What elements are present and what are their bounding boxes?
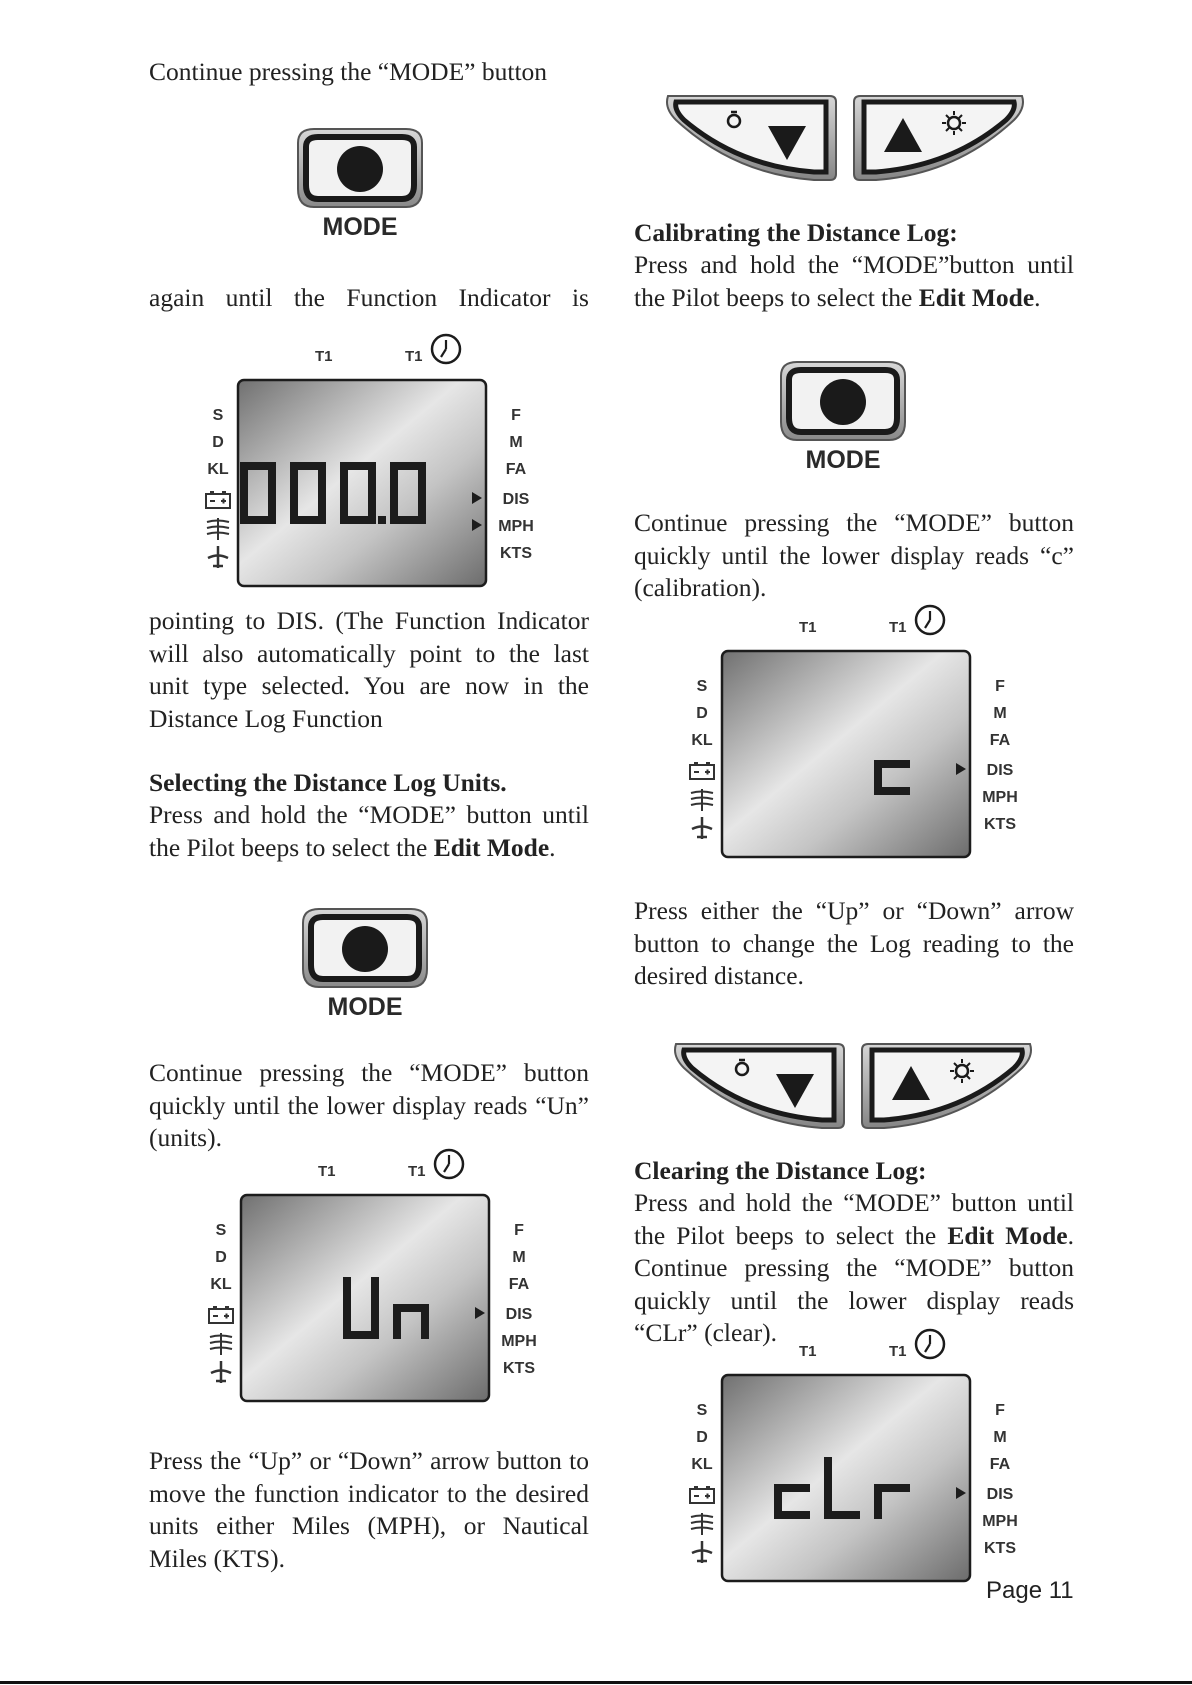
lcd-right-label: F: [995, 1402, 1005, 1419]
clock-icon: [916, 1330, 944, 1358]
lcd-display-2: [203, 1143, 553, 1409]
rudder-icon: [211, 1361, 231, 1383]
lcd-right-label: FA: [505, 461, 527, 478]
lcd-segment: [240, 462, 248, 493]
battery-icon: [209, 1306, 233, 1323]
lcd-segment: [343, 1277, 351, 1308]
lcd-left-label: KL: [207, 461, 229, 478]
lcd-segment: [774, 1511, 810, 1519]
lcd-right-label: MPH: [982, 789, 1018, 806]
lcd-segment: [824, 1457, 832, 1488]
right-heading-calibrate: Calibrating the Distance Log:: [634, 218, 958, 247]
lcd-right-label: M: [509, 434, 523, 451]
lcd-right-label: FA: [989, 732, 1011, 749]
lcd-left-label: S: [696, 678, 708, 695]
mode-label: MODE: [322, 213, 398, 241]
rudder-icon: [692, 1541, 712, 1563]
lcd-segment: [393, 1308, 401, 1339]
lcd-right-label: M: [993, 1429, 1007, 1446]
lcd-left-label: S: [696, 1402, 708, 1419]
lcd-left-label: S: [212, 407, 224, 424]
lcd-screen: [722, 651, 970, 857]
rudder-icon: [208, 546, 228, 568]
lcd-t1-label: T1: [889, 1343, 907, 1360]
lcd-segment: [290, 462, 298, 493]
rudder-icon: [692, 817, 712, 839]
battery-icon: [690, 762, 714, 779]
mode-button-figure-3: [773, 358, 913, 476]
lcd-right-label: MPH: [982, 1513, 1018, 1530]
lcd-segment: [240, 493, 248, 524]
up-button: [862, 1044, 1031, 1128]
lcd-right-label: F: [995, 678, 1005, 695]
left-para-4: Press and hold the “MODE” button until the Pilot beeps to select the Edit Mode.: [149, 800, 589, 862]
left-para-3: pointing to DIS. (The Function Indicator will also automatically point to the last unit type selected. You are now in the Distance Log Function: [149, 606, 589, 733]
arrow-buttons-figure-1: [664, 90, 1026, 186]
lcd-segment: [290, 493, 298, 524]
lcd-segment: [418, 462, 426, 493]
lcd-screen: [241, 1195, 489, 1401]
lcd-display-1: [200, 328, 550, 594]
lcd-segment: [340, 462, 348, 493]
left-para-1: Continue pressing the “MODE” button: [149, 57, 548, 86]
mode-label: MODE: [805, 446, 881, 474]
lcd-t1-label: T1: [318, 1163, 336, 1180]
arrow-buttons-figure-2: [672, 1038, 1034, 1134]
lcd-segment: [874, 1484, 910, 1492]
lcd-right-label: DIS: [986, 1486, 1014, 1503]
lcd-left-label: D: [212, 434, 224, 451]
lcd-right-label: KTS: [984, 816, 1016, 833]
lcd-segment: [371, 1277, 379, 1308]
wind-icon: [207, 518, 229, 540]
lcd-right-label: M: [993, 705, 1007, 722]
lcd-segment: [874, 1488, 882, 1519]
lcd-t1-label: T1: [799, 1343, 817, 1360]
page-bottom-rule: [0, 1681, 1192, 1684]
mode-button-figure-2: [295, 905, 435, 1023]
right-heading-clear: Clearing the Distance Log:: [634, 1156, 927, 1185]
left-para-2: again until the Function Indicator is: [149, 283, 589, 312]
lcd-right-label: F: [511, 407, 521, 424]
mode-label: MODE: [327, 993, 403, 1021]
lcd-segment: [390, 493, 398, 524]
lcd-left-label: D: [696, 1429, 708, 1446]
lcd-segment: [421, 1308, 429, 1339]
lcd-segment: [318, 462, 326, 493]
lcd-t1-label: T1: [889, 619, 907, 636]
clock-icon: [432, 335, 460, 363]
lcd-left-label: KL: [691, 1456, 713, 1473]
right-para-1: Press and hold the “MODE”button until the Pilot beeps to select the Edit Mode.: [634, 250, 1074, 312]
left-para-5: Continue pressing the “MODE” button quickly until the lower display reads “Un” (units).: [149, 1058, 589, 1152]
lcd-t1-label: T1: [799, 619, 817, 636]
lcd-right-label: MPH: [498, 518, 534, 535]
lcd-t1-label: T1: [408, 1163, 426, 1180]
lcd-right-label: FA: [508, 1276, 530, 1293]
lcd-display-3: [684, 599, 1034, 865]
lcd-right-label: DIS: [502, 491, 530, 508]
lcd-segment: [340, 493, 348, 524]
lcd-t1-label: T1: [315, 348, 333, 365]
lcd-segment: [824, 1511, 860, 1519]
lcd-segment: [874, 787, 910, 795]
lcd-segment: [368, 462, 376, 493]
lcd-right-label: KTS: [503, 1360, 535, 1377]
lcd-t1-label: T1: [405, 348, 423, 365]
mode-button-figure-1: [290, 125, 430, 243]
lcd-right-label: F: [514, 1222, 524, 1239]
lcd-right-label: DIS: [505, 1306, 533, 1323]
battery-icon: [690, 1486, 714, 1503]
lcd-screen: [722, 1375, 970, 1581]
lcd-right-label: FA: [989, 1456, 1011, 1473]
lcd-left-label: KL: [691, 732, 713, 749]
page-number: Page 11: [986, 1577, 1074, 1604]
lcd-left-label: D: [696, 705, 708, 722]
wind-icon: [691, 1513, 713, 1535]
battery-icon: [206, 491, 230, 508]
wind-icon: [210, 1333, 232, 1355]
down-button: [667, 96, 836, 180]
lcd-right-label: KTS: [984, 1540, 1016, 1557]
lcd-right-label: MPH: [501, 1333, 537, 1350]
lcd-right-label: KTS: [500, 545, 532, 562]
wind-icon: [691, 789, 713, 811]
down-button: [675, 1044, 844, 1128]
right-para-2: Continue pressing the “MODE” button quickly until the lower display reads “c” (calibration).: [634, 508, 1074, 602]
left-para-6: Press the “Up” or “Down” arrow button to move the function indicator to the desired units either Miles (MPH), or Nautical Miles (KTS).: [149, 1446, 589, 1573]
lcd-left-label: D: [215, 1249, 227, 1266]
lcd-left-label: KL: [210, 1276, 232, 1293]
lcd-display-4: [684, 1323, 1034, 1589]
clock-icon: [916, 606, 944, 634]
right-para-4: Press and hold the “MODE” button until the Pilot beeps to select the Edit Mode. Continue pressing the “MODE” button quickly until the lower display reads “CLr” (clear).: [634, 1188, 1074, 1347]
clock-icon: [435, 1150, 463, 1178]
lcd-decimal-point: [378, 516, 386, 524]
lcd-segment: [371, 1308, 379, 1339]
lcd-segment: [390, 462, 398, 493]
lcd-right-label: M: [512, 1249, 526, 1266]
lcd-segment: [268, 462, 276, 493]
lcd-right-label: DIS: [986, 762, 1014, 779]
up-button: [854, 96, 1023, 180]
lcd-left-label: S: [215, 1222, 227, 1239]
right-para-3: Press either the “Up” or “Down” arrow button to change the Log reading to the desired distance.: [634, 896, 1074, 990]
left-heading-units: Selecting the Distance Log Units.: [149, 768, 507, 797]
